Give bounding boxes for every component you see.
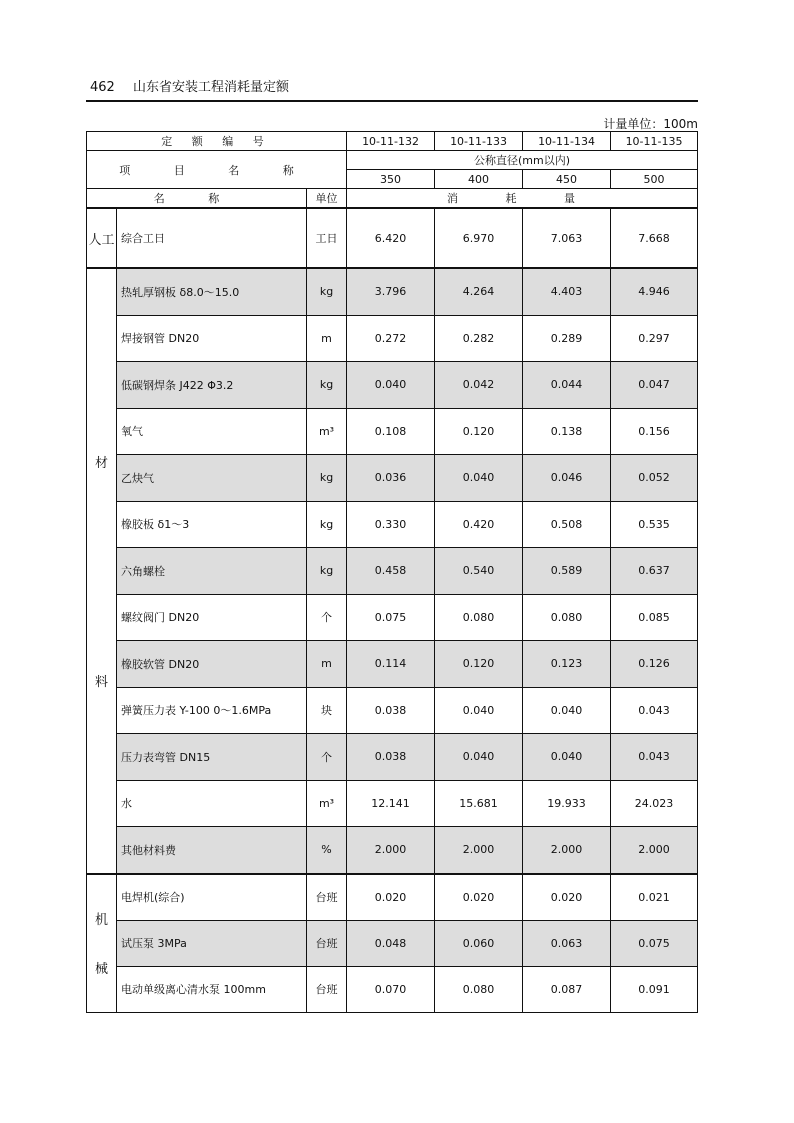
value-cell: 0.040: [523, 734, 611, 781]
value-cell: 24.023: [611, 780, 698, 827]
value-cell: 7.063: [523, 208, 611, 268]
item-unit: 台班: [307, 874, 347, 921]
value-cell: 0.052: [611, 455, 698, 502]
value-cell: 0.123: [523, 641, 611, 688]
value-cell: 0.114: [347, 641, 435, 688]
value-cell: 0.297: [611, 315, 698, 362]
item-name: 其他材料费: [117, 827, 307, 874]
category-label: 械: [94, 962, 108, 977]
category-cell: [87, 874, 117, 1013]
quota-table: [86, 131, 698, 1013]
item-unit: m: [307, 315, 347, 362]
value-cell: 0.040: [435, 687, 523, 734]
value-cell: 6.420: [347, 208, 435, 268]
value-cell: 6.970: [435, 208, 523, 268]
unit-note: 计量单位：100m: [603, 117, 698, 131]
table-row: [87, 208, 698, 268]
page-number: 462: [90, 80, 115, 95]
table-row: [87, 315, 698, 362]
value-cell: 0.021: [611, 874, 698, 921]
table-row: [87, 874, 698, 921]
item-name: 压力表弯管 DN15: [117, 734, 307, 781]
table-row: [87, 687, 698, 734]
item-name: 橡胶软管 DN20: [117, 641, 307, 688]
table-row: [87, 734, 698, 781]
diameter-cell: 400: [435, 170, 523, 189]
value-cell: 2.000: [523, 827, 611, 874]
value-cell: 0.080: [523, 594, 611, 641]
value-cell: 0.637: [611, 548, 698, 595]
value-cell: 7.668: [611, 208, 698, 268]
value-cell: 2.000: [435, 827, 523, 874]
item-unit: %: [307, 827, 347, 874]
item-unit: 工日: [307, 208, 347, 268]
column-header-row: [87, 189, 698, 209]
diameter-cell: 500: [611, 170, 698, 189]
table-row: [87, 362, 698, 409]
value-cell: 0.087: [523, 966, 611, 1012]
item-unit: kg: [307, 362, 347, 409]
value-cell: 3.796: [347, 268, 435, 315]
unit-label: 单位: [307, 189, 347, 209]
diameter-label: 公称直径(mm以内): [347, 151, 698, 170]
item-name: 六角螺栓: [117, 548, 307, 595]
value-cell: 0.040: [347, 362, 435, 409]
item-unit: m: [307, 641, 347, 688]
value-cell: 0.038: [347, 687, 435, 734]
value-cell: 0.080: [435, 966, 523, 1012]
value-cell: 12.141: [347, 780, 435, 827]
value-cell: 0.330: [347, 501, 435, 548]
item-unit: 个: [307, 734, 347, 781]
value-cell: 0.075: [347, 594, 435, 641]
category-label: 人工: [88, 232, 115, 248]
value-cell: 0.036: [347, 455, 435, 502]
header-rule: [86, 100, 698, 102]
value-cell: 0.120: [435, 641, 523, 688]
value-cell: 0.043: [611, 734, 698, 781]
consumption-label: 消 耗 量: [347, 189, 698, 209]
category-label: 机: [94, 913, 108, 928]
value-cell: 0.282: [435, 315, 523, 362]
category-cell: [87, 268, 117, 874]
item-name-label: 项 目 名 称: [87, 151, 347, 189]
diameter-cell: 450: [523, 170, 611, 189]
quota-no-cell: 10-11-133: [435, 132, 523, 151]
item-unit: 台班: [307, 920, 347, 966]
item-name: 水: [117, 780, 307, 827]
item-name: 焊接钢管 DN20: [117, 315, 307, 362]
value-cell: 0.020: [347, 874, 435, 921]
item-name: 螺纹阀门 DN20: [117, 594, 307, 641]
category-cell: [87, 208, 117, 268]
value-cell: 0.085: [611, 594, 698, 641]
quota-no-row: [87, 132, 698, 151]
value-cell: 0.060: [435, 920, 523, 966]
value-cell: 19.933: [523, 780, 611, 827]
quota-no-cell: 10-11-134: [523, 132, 611, 151]
value-cell: 0.044: [523, 362, 611, 409]
diameter-label-row: [87, 151, 698, 170]
table-row: [87, 920, 698, 966]
table-row: [87, 966, 698, 1012]
value-cell: 4.264: [435, 268, 523, 315]
category-label: 材: [94, 455, 108, 471]
item-name: 试压泵 3MPa: [117, 920, 307, 966]
value-cell: 0.043: [611, 687, 698, 734]
value-cell: 0.508: [523, 501, 611, 548]
value-cell: 15.681: [435, 780, 523, 827]
value-cell: 0.080: [435, 594, 523, 641]
value-cell: 0.420: [435, 501, 523, 548]
item-name: 低碳钢焊条 J422 Φ3.2: [117, 362, 307, 409]
page-header: [90, 76, 289, 95]
value-cell: 0.047: [611, 362, 698, 409]
value-cell: 2.000: [347, 827, 435, 874]
item-name: 橡胶板 δ1～3: [117, 501, 307, 548]
item-unit: 块: [307, 687, 347, 734]
name-label: 名 称: [87, 189, 307, 209]
quota-no-label: 定 额 编 号: [87, 132, 347, 151]
item-unit: m³: [307, 780, 347, 827]
value-cell: 0.458: [347, 548, 435, 595]
value-cell: 0.075: [611, 920, 698, 966]
value-cell: 2.000: [611, 827, 698, 874]
item-unit: kg: [307, 548, 347, 595]
table-row: [87, 408, 698, 455]
table-row: [87, 268, 698, 315]
value-cell: 0.020: [523, 874, 611, 921]
table-row: [87, 594, 698, 641]
item-name: 弹簧压力表 Y-100 0～1.6MPa: [117, 687, 307, 734]
item-name: 综合工日: [117, 208, 307, 268]
value-cell: 0.038: [347, 734, 435, 781]
item-unit: kg: [307, 501, 347, 548]
value-cell: 0.040: [435, 734, 523, 781]
item-name: 电焊机(综合): [117, 874, 307, 921]
quota-no-cell: 10-11-132: [347, 132, 435, 151]
value-cell: 0.156: [611, 408, 698, 455]
quota-no-cell: 10-11-135: [611, 132, 698, 151]
value-cell: 0.040: [435, 455, 523, 502]
value-cell: 0.535: [611, 501, 698, 548]
item-unit: kg: [307, 268, 347, 315]
value-cell: 4.403: [523, 268, 611, 315]
value-cell: 0.120: [435, 408, 523, 455]
value-cell: 0.046: [523, 455, 611, 502]
category-label: 料: [94, 674, 108, 690]
table-row: [87, 548, 698, 595]
diameter-cell: 350: [347, 170, 435, 189]
value-cell: 0.540: [435, 548, 523, 595]
table-row: [87, 501, 698, 548]
value-cell: 0.289: [523, 315, 611, 362]
item-name: 氧气: [117, 408, 307, 455]
page-title: 山东省安装工程消耗量定额: [132, 80, 289, 95]
value-cell: 0.063: [523, 920, 611, 966]
item-unit: m³: [307, 408, 347, 455]
value-cell: 0.091: [611, 966, 698, 1012]
item-unit: 个: [307, 594, 347, 641]
item-name: 电动单级离心清水泵 100mm: [117, 966, 307, 1012]
item-unit: 台班: [307, 966, 347, 1012]
value-cell: 0.048: [347, 920, 435, 966]
value-cell: 0.589: [523, 548, 611, 595]
table-row: [87, 641, 698, 688]
table-row: [87, 827, 698, 874]
value-cell: 0.042: [435, 362, 523, 409]
table-row: [87, 455, 698, 502]
value-cell: 4.946: [611, 268, 698, 315]
value-cell: 0.020: [435, 874, 523, 921]
value-cell: 0.272: [347, 315, 435, 362]
item-name: 乙炔气: [117, 455, 307, 502]
value-cell: 0.108: [347, 408, 435, 455]
item-unit: kg: [307, 455, 347, 502]
value-cell: 0.070: [347, 966, 435, 1012]
value-cell: 0.126: [611, 641, 698, 688]
table-row: [87, 780, 698, 827]
value-cell: 0.138: [523, 408, 611, 455]
value-cell: 0.040: [523, 687, 611, 734]
item-name: 热轧厚钢板 δ8.0～15.0: [117, 268, 307, 315]
